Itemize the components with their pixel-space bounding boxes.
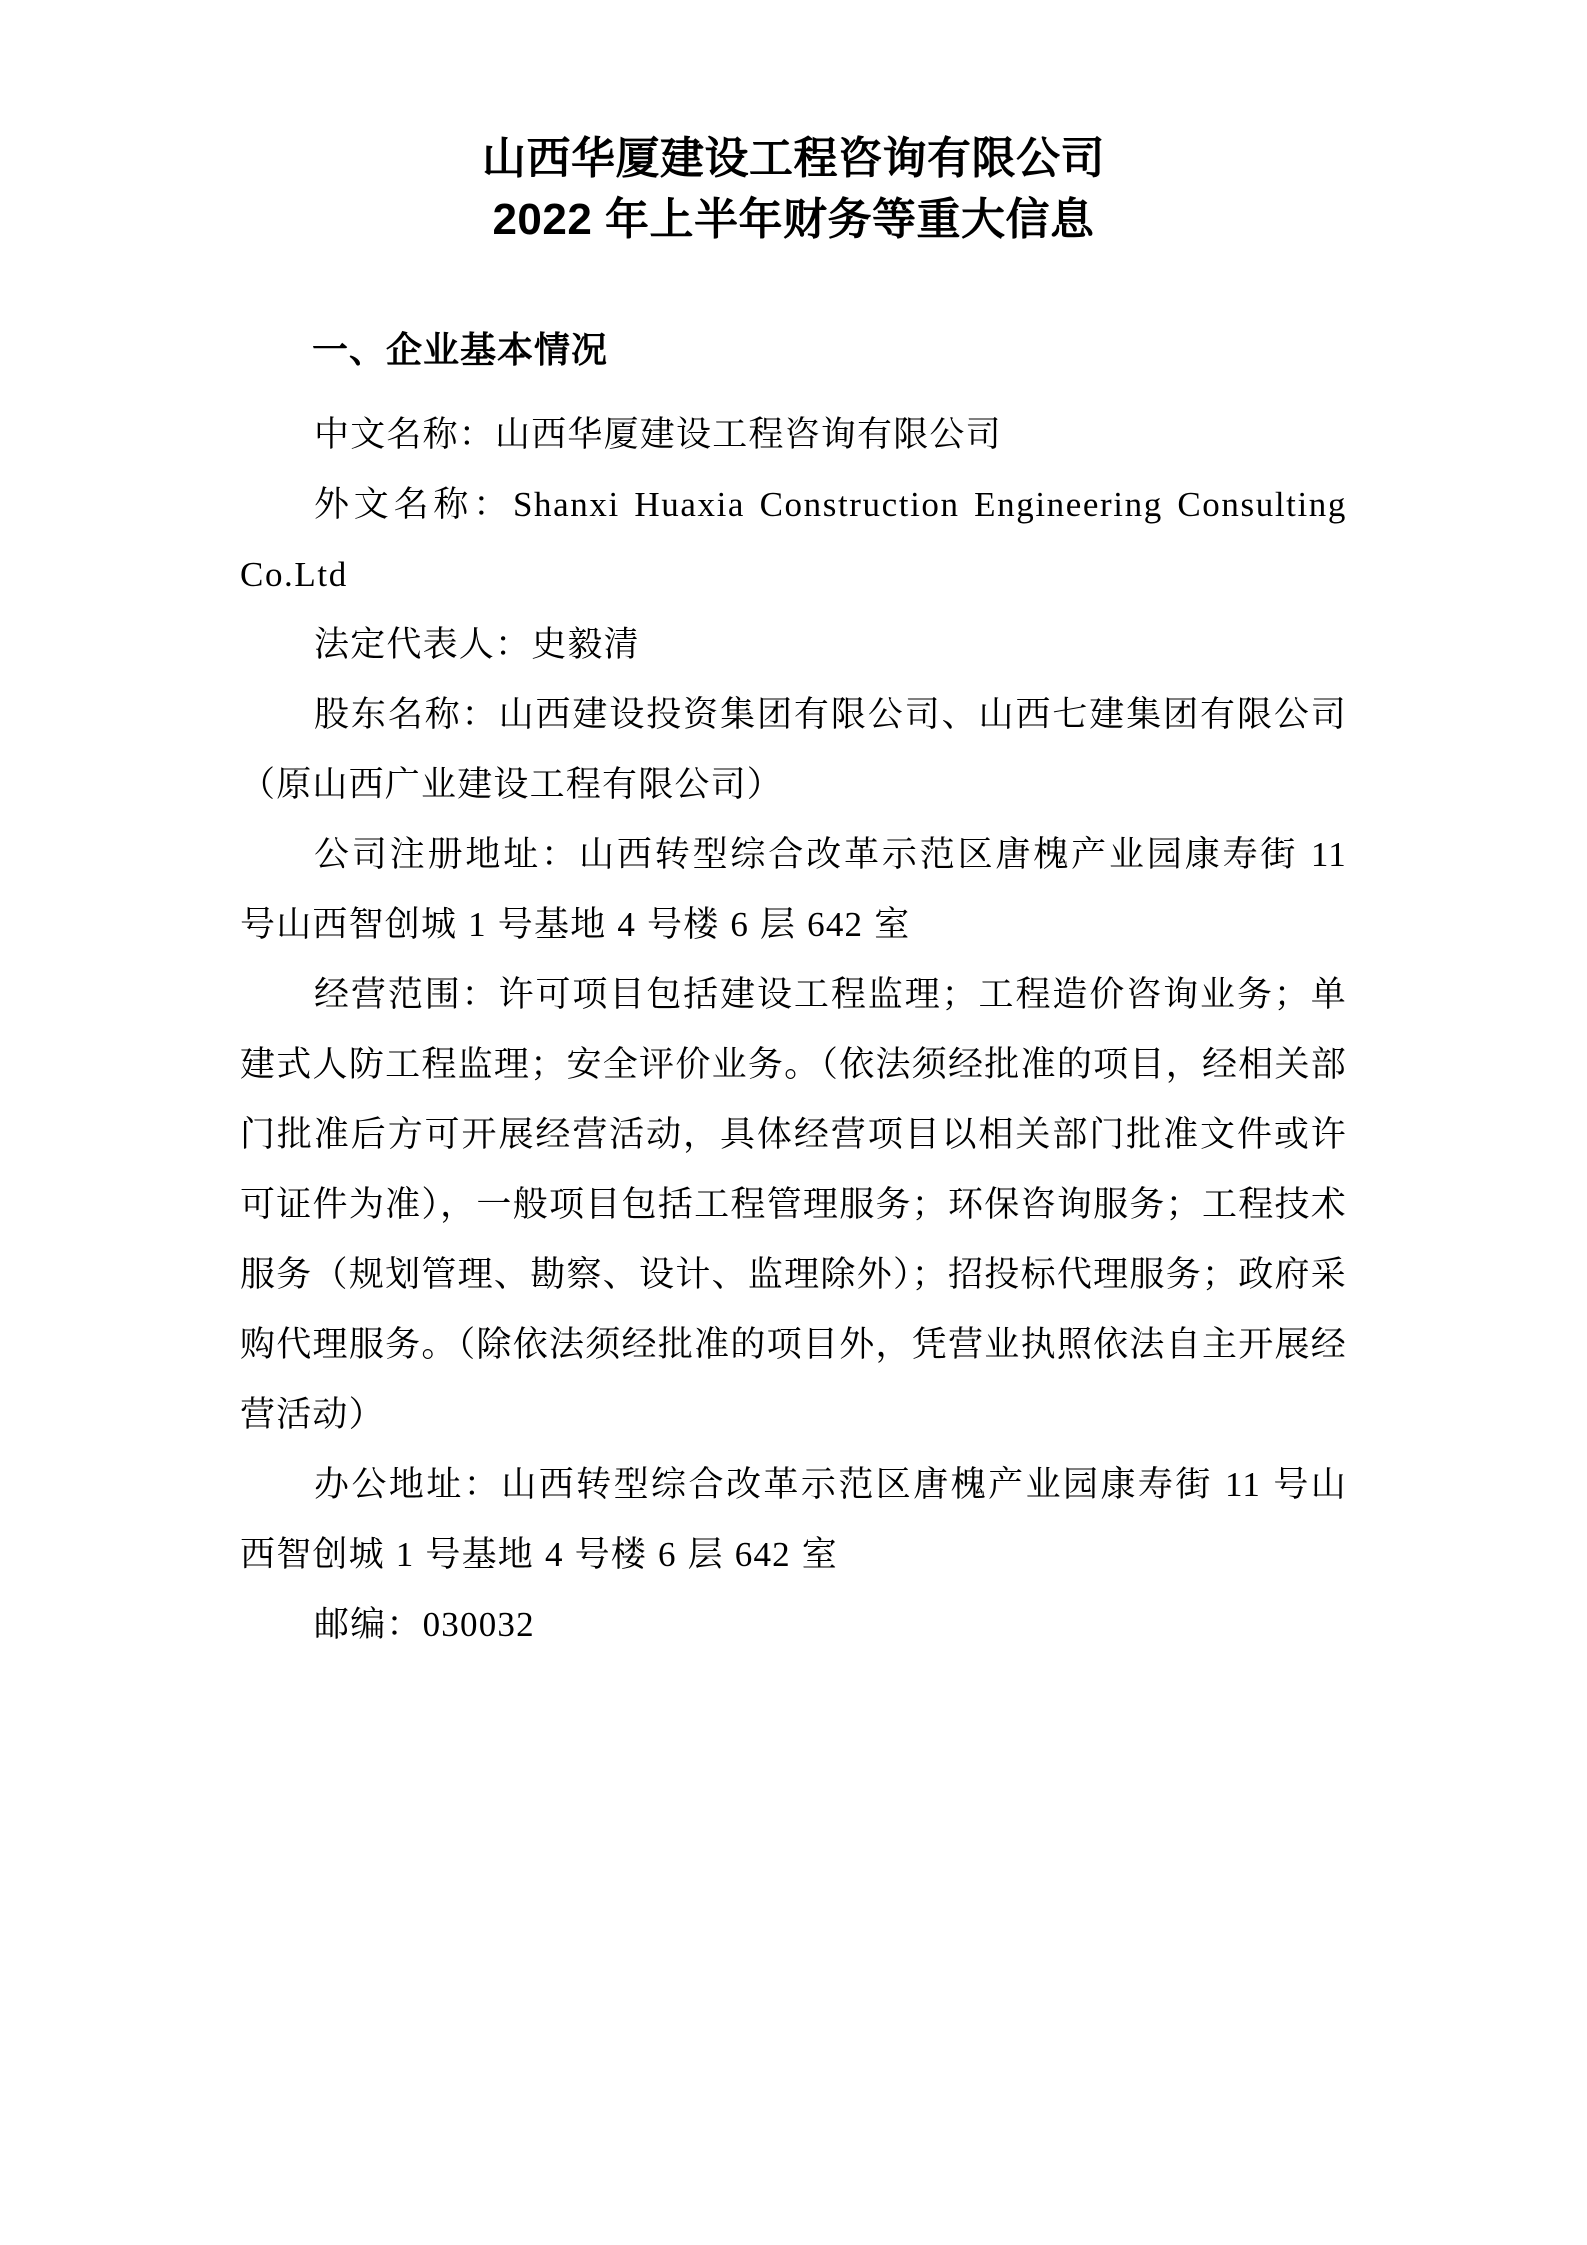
document-content xyxy=(240,0,1347,1660)
page-title-line-1: 山西华厦建设工程咨询有限公司 xyxy=(482,134,1105,183)
page-title-line-2: 2022 年上半年财务等重大信息 xyxy=(492,195,1095,244)
paragraph-registered-address: 公司注册地址：山西转型综合改革示范区唐槐产业园康寿街 11 号山西智创城 1 号基地 4 号楼 6 层 642 室 xyxy=(240,835,1347,944)
paragraph-postal-code: 邮编：030032 xyxy=(314,1605,535,1644)
paragraph-business-scope: 经营范围：许可项目包括建设工程监理；工程造价咨询业务；单建式人防工程监理；安全评价业务。（依法须经批准的项目，经相关部门批准后方可开展经营活动，具体经营项目以相关部门批准文件或许可证件为准），一般项目包括工程管理服务；环保咨询服务；工程技术服务（规划管理、勘察、设计、监理除外）；招投标代理服务；政府采购代理服务。（除依法须经批准的项目外，凭营业执照依法自主开展经营活动） xyxy=(240,975,1347,1434)
paragraph-shareholders: 股东名称：山西建设投资集团有限公司、山西七建集团有限公司（原山西广业建设工程有限公司） xyxy=(240,695,1347,804)
page-title xyxy=(240,0,1347,250)
paragraph-foreign-name: 外文名称：Shanxi Huaxia Construction Engineering Consulting Co.Ltd xyxy=(240,485,1347,594)
paragraph-legal-representative: 法定代表人：史毅清 xyxy=(314,625,640,664)
section-body-enterprise-basics xyxy=(240,378,1347,1660)
section-heading-enterprise-basics: 一、企业基本情况 xyxy=(312,329,609,370)
paragraph-office-address: 办公地址：山西转型综合改革示范区唐槐产业园康寿街 11 号山西智创城 1 号基地 4 号楼 6 层 642 室 xyxy=(240,1465,1347,1574)
paragraph-chinese-name: 中文名称：山西华厦建设工程咨询有限公司 xyxy=(314,415,1002,454)
